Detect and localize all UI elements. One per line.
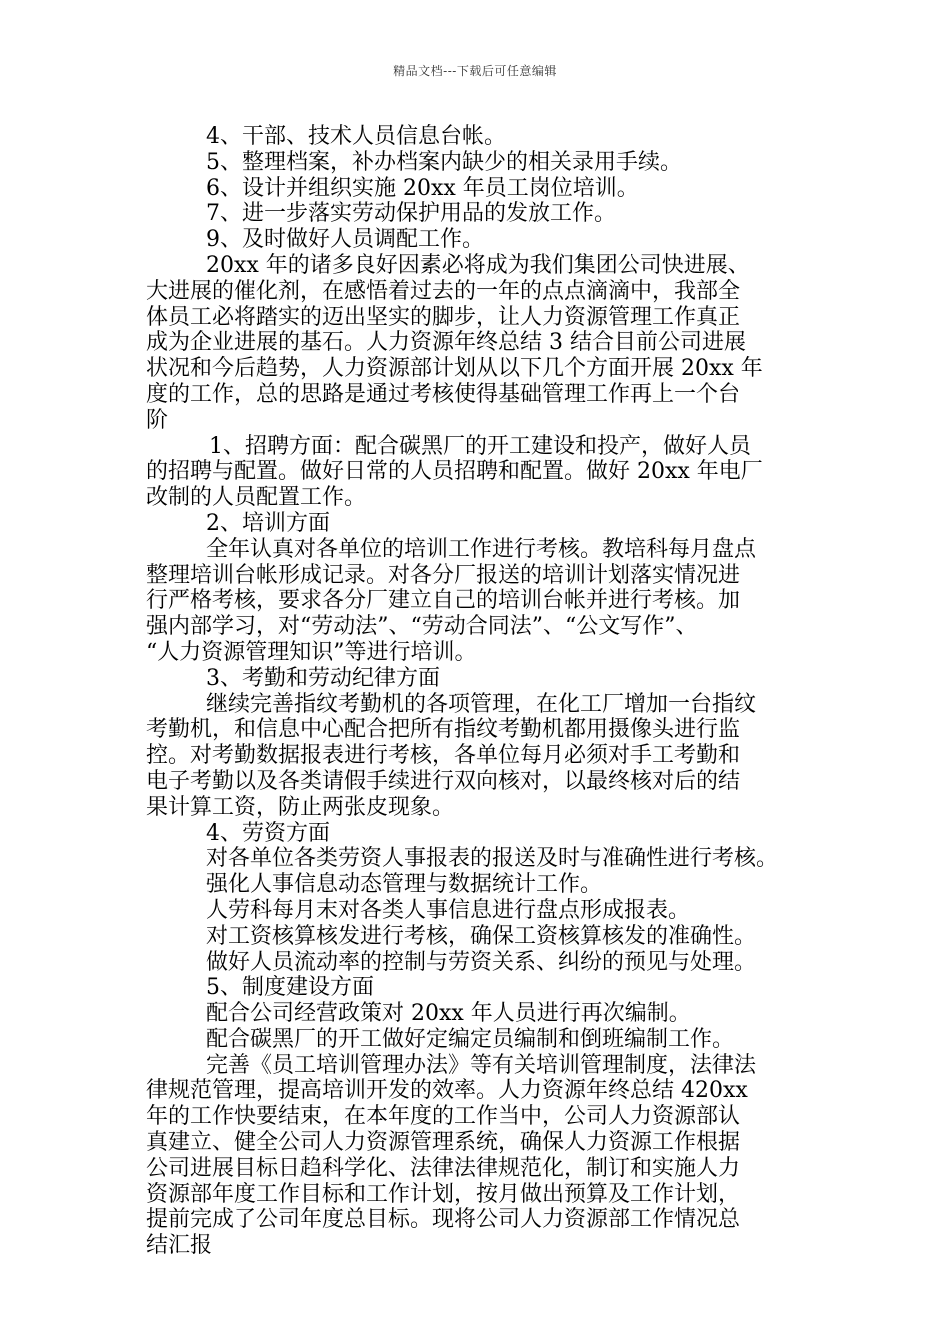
paragraph-line: 律规范管理，提高培训开发的效率。人力资源年终总结 420xx xyxy=(146,1078,748,1104)
paragraph-line: 继续完善指纹考勤机的各项管理，在化工厂增加一台指纹 xyxy=(206,691,757,717)
paragraph-line: 年的工作快要结束，在本年度的工作当中，公司人力资源部认 xyxy=(146,1104,741,1130)
paragraph-line: 完善《员工培训管理办法》等有关培训管理制度，法律法 xyxy=(206,1052,757,1078)
list-item: 7、进一步落实劳动保护用品的发放工作。 xyxy=(206,201,616,227)
document-body xyxy=(146,124,818,1259)
section-heading: 5、制度建设方面 xyxy=(206,975,374,1001)
paragraph-line: 对工资核算核发进行考核，确保工资核算核发的准确性。 xyxy=(206,923,757,949)
paragraph-line: 阶 xyxy=(146,407,169,433)
paragraph-line: 控。对考勤数据报表进行考核，各单位每月必须对手工考勤和 xyxy=(146,743,741,769)
paragraph-line: 配合碳黑厂的开工做好定编定员编制和倒班编制工作。 xyxy=(206,1026,735,1052)
paragraph-line: 结汇报 xyxy=(146,1233,213,1259)
paragraph-line: 做好人员流动率的控制与劳资关系、纠纷的预见与处理。 xyxy=(206,949,757,975)
paragraph-line: 配合公司经营政策对 20xx 年人员进行再次编制。 xyxy=(206,1001,691,1027)
paragraph-line: 强内部学习，对“劳动法”、“劳动合同法”、“公文写作”、 xyxy=(146,614,698,640)
paragraph-line: “人力资源管理知识”等进行培训。 xyxy=(146,639,477,665)
list-item: 5、整理档案，补办档案内缺少的相关录用手续。 xyxy=(206,149,682,175)
paragraph-line: 公司进展目标日趋科学化、法律法律规范化，制订和实施人力 xyxy=(146,1155,741,1181)
page-header: 精品文档---下载后可任意编辑 xyxy=(393,64,557,78)
section-heading: 3、考勤和劳动纪律方面 xyxy=(206,665,440,691)
paragraph-line: 改制的人员配置工作。 xyxy=(146,485,367,511)
paragraph-line: 提前完成了公司年度总目标。现将公司人力资源部工作情况总 xyxy=(146,1207,741,1233)
list-item: 9、及时做好人员调配工作。 xyxy=(206,227,484,253)
paragraph-line: 成为企业进展的基石。人力资源年终总结 3 结合目前公司进展 xyxy=(146,330,746,356)
paragraph-line: 状况和今后趋势，人力资源部计划从以下几个方面开展 20xx 年 xyxy=(146,356,763,382)
paragraph-line: 真建立、健全公司人力资源管理系统，确保人力资源工作根据 xyxy=(146,1130,741,1156)
list-item: 6、设计并组织实施 20xx 年员工岗位培训。 xyxy=(206,175,639,201)
paragraph-line: 的招聘与配置。做好日常的人员招聘和配置。做好 20xx 年电厂 xyxy=(146,459,763,485)
paragraph-line: 度的工作，总的思路是通过考核使得基础管理工作再上一个台 xyxy=(146,381,741,407)
paragraph-line: 1、招聘方面：配合碳黑厂的开工建设和投产，做好人员 xyxy=(209,433,751,459)
paragraph-line: 资源部年度工作目标和工作计划，按月做出预算及工作计划， xyxy=(146,1181,741,1207)
paragraph-line: 强化人事信息动态管理与数据统计工作。 xyxy=(206,872,603,898)
paragraph-line: 20xx 年的诸多良好因素必将成为我们集团公司快进展、 xyxy=(206,252,750,278)
paragraph-line: 整理培训台帐形成记录。对各分厂报送的培训计划落实情况进 xyxy=(146,562,741,588)
section-heading: 2、培训方面 xyxy=(206,510,330,536)
paragraph-line: 果计算工资，防止两张皮现象。 xyxy=(146,794,455,820)
paragraph-line: 考勤机，和信息中心配合把所有指纹考勤机都用摄像头进行监 xyxy=(146,717,741,743)
section-heading: 4、劳资方面 xyxy=(206,820,330,846)
paragraph-line: 全年认真对各单位的培训工作进行考核。教培科每月盘点 xyxy=(206,536,757,562)
paragraph-line: 行严格考核，要求各分厂建立自己的培训台帐并进行考核。加 xyxy=(146,588,741,614)
paragraph-line: 人劳科每月末对各类人事信息进行盘点形成报表。 xyxy=(206,897,691,923)
paragraph-line: 对各单位各类劳资人事报表的报送及时与准确性进行考核。 xyxy=(206,846,779,872)
paragraph-line: 大进展的催化剂，在感悟着过去的一年的点点滴滴中，我部全 xyxy=(146,278,741,304)
list-item: 4、干部、技术人员信息台帐。 xyxy=(206,124,506,149)
paragraph-line: 体员工必将踏实的迈出坚实的脚步，让人力资源管理工作真正 xyxy=(146,304,741,330)
paragraph-line: 电子考勤以及各类请假手续进行双向核对，以最终核对后的结 xyxy=(146,768,741,794)
